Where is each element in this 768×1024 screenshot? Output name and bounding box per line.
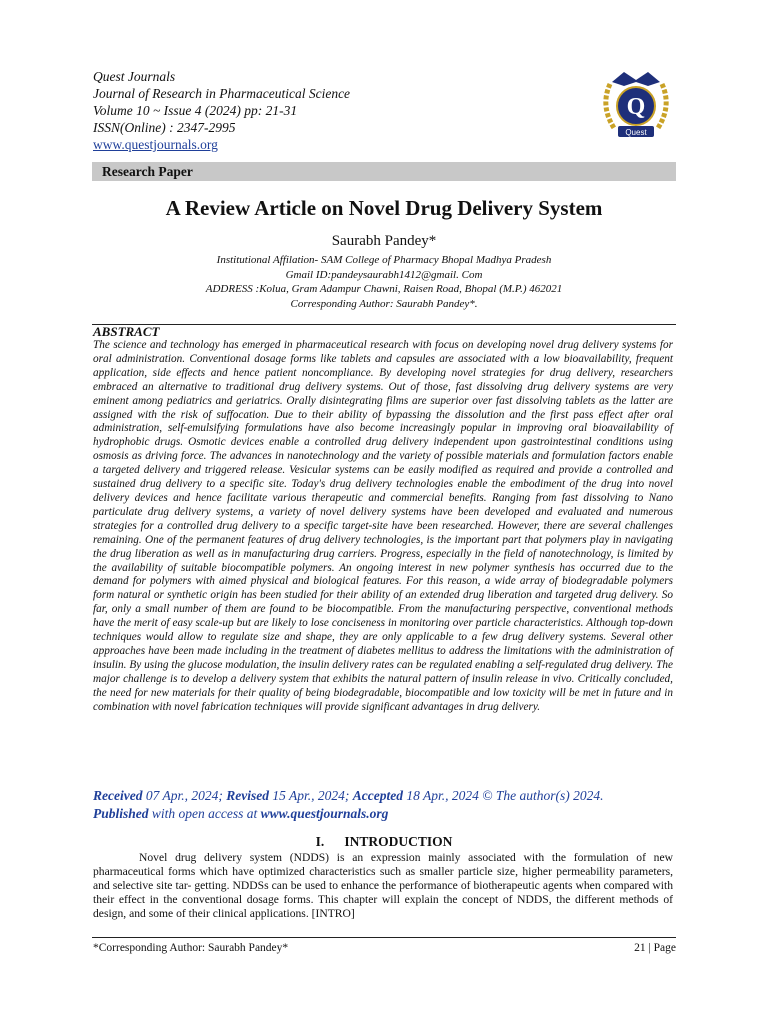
issn: ISSN(Online) : 2347-2995 [93, 120, 236, 135]
corresponding-author-line: Corresponding Author: Saurabh Pandey*. [290, 297, 478, 310]
published-label: Published [93, 806, 149, 821]
footer-divider [92, 937, 676, 938]
section-number: I. [315, 834, 325, 849]
abstract-divider [92, 324, 676, 325]
accepted-label: Accepted [352, 788, 403, 803]
journal-url-link[interactable]: www.questjournals.org [93, 137, 218, 152]
abstract-heading: ABSTRACT [93, 324, 160, 339]
affiliation-line: Institutional Affilation- SAM College of Pharmacy Bhopal Madhya Pradesh [216, 254, 552, 266]
journal-name: Quest Journals [93, 69, 176, 84]
journal-header [93, 68, 350, 153]
logo-text: Quest [625, 128, 647, 137]
section-title: INTRODUCTION [344, 834, 453, 849]
introduction-heading [0, 834, 768, 850]
volume-issue: Volume 10 ~ Issue 4 (2024) pp: 21-31 [93, 103, 298, 118]
received-label: Received [93, 788, 143, 803]
introduction-text: Novel drug delivery system (NDDS) is an expression mainly associated with the formulation of new pharmaceutical forms which have optimized characteristics such as smaller particle size, higher permeability parameters, and selective site tar- getting. NDDSs can be used to enhance the performance of biotherapeutic agents when compared with their effect in the conventional dosage forms. This chapter will explain the concept of NDDS, the different methods of design, and some of their clinical applications. [INTRO] [93, 851, 673, 920]
paper-type-label: Research Paper [102, 164, 193, 179]
revised-label: Revised [226, 788, 269, 803]
quest-logo [590, 66, 682, 144]
paper-type-bar [92, 162, 676, 181]
address-line: ADDRESS :Kolua, Gram Adampur Chawni, Raisen Road, Bhopal (M.P.) 462021 [205, 283, 563, 295]
abstract-text: The science and technology has emerged in pharmaceutical research with focus on developing novel drug delivery systems for oral administration. Conventional dosage forms like tablets and capsules are associated with a low bioavailability, frequent application, side effects and hence patient noncompliance. By developing novel strategies for drug delivery, researchers embraced an alternative to traditional drug delivery systems. Out of those, fast dissolving drug delivery systems are very eminent among pediatrics and geriatrics. Orally disintegrating films are superior over fast dissolving tablets as the latter are assigned with the risk of suffocation. Due to their ability of bypassing the dissolution and the first pass effect after oral administration, self-emulsifying formulations have also become increasingly popular in improving oral bioavailability of hydrophobic drugs. Osmotic devices enable a controlled drug delivery independent upon gastrointestinal conditions using osmosis as driving force. The advances in nanotechnology and the variety of possible materials and formulation factors enable a targeted delivery and triggered release. Vesicular systems can be easily modified as required and provide a controlled and sustained drug delivery to a specific site. Today's drug delivery technologies enable the embodiment of the drug into novel delivery devices and hence facilitate various therapeutic and commercial benefits. Ranging from fast dissolving to Nano particulate drug delivery systems, a variety of novel delivery systems have been developed and evaluated and numerous strategies for a controlled drug delivery to a specific target-site have been researched. However, there are several challenges remaining. One of the permanent features of drug delivery technologies, is the important part that polymers play in navigating the drug liberation as well as in manufacturing drug carriers. Progress, especially in the field of nanotechnology, is limited by the availability of suitable biocompatible polymers. An ongoing interest in new polymer synthesis has occurred due to the demand for polymers with aimed physical and biological features. For this reason, a wide array of biodegradable polymers form natural or synthetic origin has been studied for their ability of an extended drug liberation and targeted drug delivery. So far, only a small number of them are found to be biocompatible. From the manufacturing perspective, conventional methods have the merit of easy scale-up but are likely to lose conciseness in monitoring over particle characteristics. Although top-down techniques would allow to regulate size and shape, they are only applicable to a few drug delivery systems. Several other approaches have been made including in the treatment of diabetes mellitus to address the limitations with the administration of insulin. By using the glucose modulation, the insulin delivery rates can be regulated enabling a self-regulated drug delivery. The major challenge is to develop a delivery system that exhibits the natural pattern of insulin release in vivo. Critically concluded, the need for new materials for their quality of being biodegradable, biocompatible and low toxicity will be met in future and in combination with novel fabrication techniques will provide significant advantages in drug delivery. [93, 339, 673, 713]
publication-dates [93, 787, 653, 823]
published-text: with open access at [151, 806, 258, 821]
journal-full-name: Journal of Research in Pharmaceutical Science [93, 86, 351, 101]
article-title: A Review Article on Novel Drug Delivery System [165, 196, 603, 220]
affiliation-block [0, 253, 768, 311]
footer-corresponding-author: *Corresponding Author: Saurabh Pandey* [93, 942, 289, 954]
svg-text:Q: Q [626, 94, 646, 120]
received-date: 07 Apr., 2024; [145, 788, 223, 803]
accepted-date: 18 Apr., 2024 © The author(s) 2024. [406, 788, 604, 803]
page-number: 21 | Page [634, 942, 676, 954]
revised-date: 15 Apr., 2024; [272, 788, 350, 803]
published-site-link[interactable]: www.questjournals.org [260, 806, 389, 821]
author-name: Saurabh Pandey* [331, 233, 437, 249]
email-line: Gmail ID:pandeysaurabh1412@gmail. Com [285, 268, 483, 281]
